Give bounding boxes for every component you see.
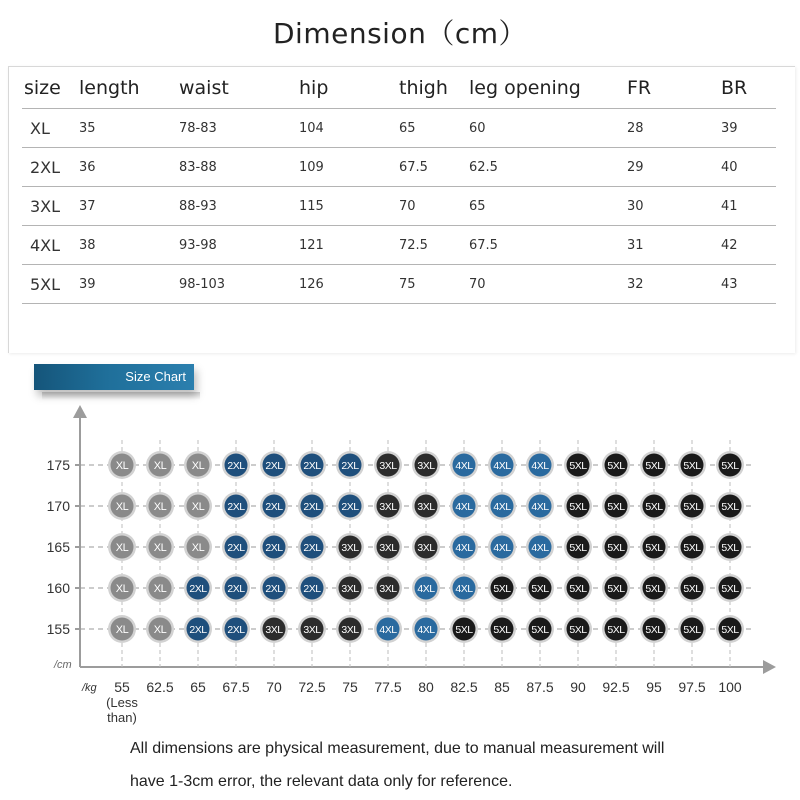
size-badge-label: 5XL [683, 542, 701, 554]
page-title: Dimension（cm） [272, 17, 527, 50]
cell-br: 41 [721, 187, 776, 226]
size-badge-label: 2XL [227, 583, 245, 595]
size-badge-label: 5XL [645, 460, 663, 472]
size-badge-label: 2XL [227, 460, 245, 472]
cell-length: 35 [79, 109, 179, 148]
size-badge-label: XL [191, 501, 205, 513]
size-badge-label: 5XL [721, 501, 739, 513]
size-badge-label: XL [115, 501, 129, 513]
size-badge-label: XL [115, 624, 129, 636]
size-badge-label: 2XL [303, 501, 321, 513]
cell-fr: 30 [627, 187, 721, 226]
size-badge-label: 3XL [379, 542, 397, 554]
col-header-thigh: thigh [399, 68, 469, 109]
x-tick-label: 67.5 [222, 679, 250, 695]
cell-hip: 104 [299, 109, 399, 148]
size-badge-label: 5XL [607, 624, 625, 636]
cell-thigh: 72.5 [399, 226, 469, 265]
cell-fr: 28 [627, 109, 721, 148]
note-line-1: All dimensions are physical measurement, due to manual measurement will [130, 740, 665, 757]
x-note-line-2: than) [107, 710, 137, 725]
cell-thigh: 75 [399, 265, 469, 304]
y-tick-label: 170 [46, 498, 70, 514]
size-badge-label: 3XL [341, 583, 359, 595]
size-badge-label: 5XL [645, 624, 663, 636]
cell-br: 43 [721, 265, 776, 304]
cell-hip: 126 [299, 265, 399, 304]
x-tick-label: 62.5 [146, 679, 174, 695]
cell-thigh: 67.5 [399, 148, 469, 187]
size-badge-label: 2XL [303, 583, 321, 595]
cell-br: 42 [721, 226, 776, 265]
size-badge-label: XL [153, 583, 167, 595]
x-tick-label: 65 [190, 679, 206, 695]
size-badge-label: 2XL [341, 460, 359, 472]
cell-hip: 109 [299, 148, 399, 187]
x-tick-label: 90 [570, 679, 586, 695]
cell-length: 36 [79, 148, 179, 187]
col-header-br: BR [721, 68, 776, 109]
size-badge-label: 2XL [303, 460, 321, 472]
size-badge-label: 4XL [417, 624, 435, 636]
x-tick-label: 97.5 [678, 679, 706, 695]
x-tick-label: 80 [418, 679, 434, 695]
col-header-length: length [79, 68, 179, 109]
size-badge-label: 4XL [493, 542, 511, 554]
x-unit-label: /kg [82, 682, 97, 694]
col-header-waist: waist [179, 68, 299, 109]
size-badge-label: 5XL [493, 583, 511, 595]
cell-leg-opening: 65 [469, 187, 627, 226]
cell-br: 40 [721, 148, 776, 187]
cell-waist: 88-93 [179, 187, 299, 226]
size-badge-label: 5XL [569, 460, 587, 472]
size-badge-label: 4XL [455, 460, 473, 472]
y-tick-label: 175 [46, 457, 70, 473]
size-badge-label: 2XL [303, 542, 321, 554]
x-tick-label: 77.5 [374, 679, 402, 695]
size-badge-label: XL [191, 460, 205, 472]
cell-leg-opening: 62.5 [469, 148, 627, 187]
size-badge-label: 5XL [607, 542, 625, 554]
size-badge-label: 5XL [683, 583, 701, 595]
note-line-2: have 1-3cm error, the relevant data only for reference. [130, 773, 513, 790]
size-badge-label: 4XL [493, 460, 511, 472]
size-badge-label: 5XL [569, 501, 587, 513]
col-header-size: size [22, 68, 79, 109]
y-tick-label: 165 [46, 539, 70, 555]
size-badge-label: XL [115, 583, 129, 595]
size-badge-label: 2XL [189, 624, 207, 636]
size-badge-label: 3XL [379, 583, 397, 595]
size-badge-label: XL [115, 460, 129, 472]
size-badge-label: XL [153, 624, 167, 636]
cell-leg-opening: 70 [469, 265, 627, 304]
cell-size: XL [22, 109, 79, 148]
cell-fr: 29 [627, 148, 721, 187]
size-badge-label: 2XL [265, 542, 283, 554]
x-tick-label: 75 [342, 679, 358, 695]
x-tick-label: 70 [266, 679, 282, 695]
size-badge-label: 5XL [721, 542, 739, 554]
size-badge-label: 5XL [645, 501, 663, 513]
x-tick-label: 85 [494, 679, 510, 695]
cell-length: 37 [79, 187, 179, 226]
size-badge-label: 5XL [721, 460, 739, 472]
size-badge-label: 2XL [265, 501, 283, 513]
y-unit-label: /cm [54, 659, 72, 671]
y-axis-arrow [73, 405, 87, 418]
size-badge-label: 4XL [455, 501, 473, 513]
cell-waist: 98-103 [179, 265, 299, 304]
y-tick-label: 160 [46, 580, 70, 596]
y-tick-label: 155 [46, 621, 70, 637]
size-badge-label: 5XL [607, 501, 625, 513]
x-tick-label: 100 [718, 679, 742, 695]
size-badge-label: 4XL [531, 501, 549, 513]
size-badge-label: 4XL [531, 542, 549, 554]
size-badge-label: 3XL [379, 460, 397, 472]
size-badge-label: 5XL [607, 583, 625, 595]
col-header-hip: hip [299, 68, 399, 109]
size-badge-label: 3XL [341, 624, 359, 636]
size-badge-label: 5XL [493, 624, 511, 636]
cell-fr: 32 [627, 265, 721, 304]
size-badge-label: 5XL [683, 460, 701, 472]
size-badge-label: XL [153, 542, 167, 554]
size-badge-label: XL [153, 501, 167, 513]
cell-thigh: 70 [399, 187, 469, 226]
size-badge-label: 5XL [569, 542, 587, 554]
size-badge-label: 5XL [721, 583, 739, 595]
size-badge-label: 4XL [531, 460, 549, 472]
size-badge-label: 5XL [455, 624, 473, 636]
size-badge-label: XL [153, 460, 167, 472]
size-badge-label: XL [191, 542, 205, 554]
size-badge-label: 3XL [417, 542, 435, 554]
size-badge-label: XL [115, 542, 129, 554]
cell-length: 39 [79, 265, 179, 304]
x-note-line-1: (Less [106, 695, 138, 710]
x-axis-arrow [763, 660, 776, 674]
size-badge-label: 5XL [569, 624, 587, 636]
x-tick-label: 72.5 [298, 679, 326, 695]
x-tick-label: 87.5 [526, 679, 554, 695]
size-badge-label: 4XL [493, 501, 511, 513]
size-badge-label: 5XL [645, 542, 663, 554]
cell-size: 5XL [22, 265, 79, 304]
size-badge-label: 5XL [645, 583, 663, 595]
size-badge-label: 4XL [455, 583, 473, 595]
cell-leg-opening: 67.5 [469, 226, 627, 265]
size-badge-label: 3XL [417, 460, 435, 472]
size-chart-label: Size Chart [125, 369, 186, 384]
cell-length: 38 [79, 226, 179, 265]
x-tick-label: 95 [646, 679, 662, 695]
size-badge-label: 2XL [341, 501, 359, 513]
cell-waist: 78-83 [179, 109, 299, 148]
size-badge-label: 5XL [531, 624, 549, 636]
size-badge-label: 2XL [189, 583, 207, 595]
cell-hip: 115 [299, 187, 399, 226]
size-badge-label: 5XL [683, 624, 701, 636]
x-tick-label: 55 [114, 679, 130, 695]
size-badge-label: 3XL [417, 501, 435, 513]
size-badge-label: 3XL [379, 501, 397, 513]
size-badge-label: 4XL [455, 542, 473, 554]
size-badge-label: 4XL [379, 624, 397, 636]
size-badge-label: 2XL [227, 624, 245, 636]
cell-fr: 31 [627, 226, 721, 265]
x-tick-label: 92.5 [602, 679, 630, 695]
size-badge-label: 2XL [265, 460, 283, 472]
size-badge-label: 3XL [341, 542, 359, 554]
cell-leg-opening: 60 [469, 109, 627, 148]
cell-size: 4XL [22, 226, 79, 265]
size-badge-label: 3XL [265, 624, 283, 636]
size-badge-label: 5XL [683, 501, 701, 513]
size-badge-label: 5XL [721, 624, 739, 636]
x-tick-label: 82.5 [450, 679, 478, 695]
size-badge-label: 2XL [227, 501, 245, 513]
cell-size: 2XL [22, 148, 79, 187]
size-badge-label: 5XL [531, 583, 549, 595]
cell-hip: 121 [299, 226, 399, 265]
col-header-leg-opening: leg opening [469, 68, 627, 109]
size-badge-label: 2XL [265, 583, 283, 595]
size-badge-label: 5XL [607, 460, 625, 472]
cell-waist: 83-88 [179, 148, 299, 187]
cell-br: 39 [721, 109, 776, 148]
col-header-fr: FR [627, 68, 721, 109]
size-badge-label: 3XL [303, 624, 321, 636]
cell-thigh: 65 [399, 109, 469, 148]
size-badge-label: 5XL [569, 583, 587, 595]
cell-size: 3XL [22, 187, 79, 226]
size-badge-label: 4XL [417, 583, 435, 595]
cell-waist: 93-98 [179, 226, 299, 265]
size-badge-label: 2XL [227, 542, 245, 554]
